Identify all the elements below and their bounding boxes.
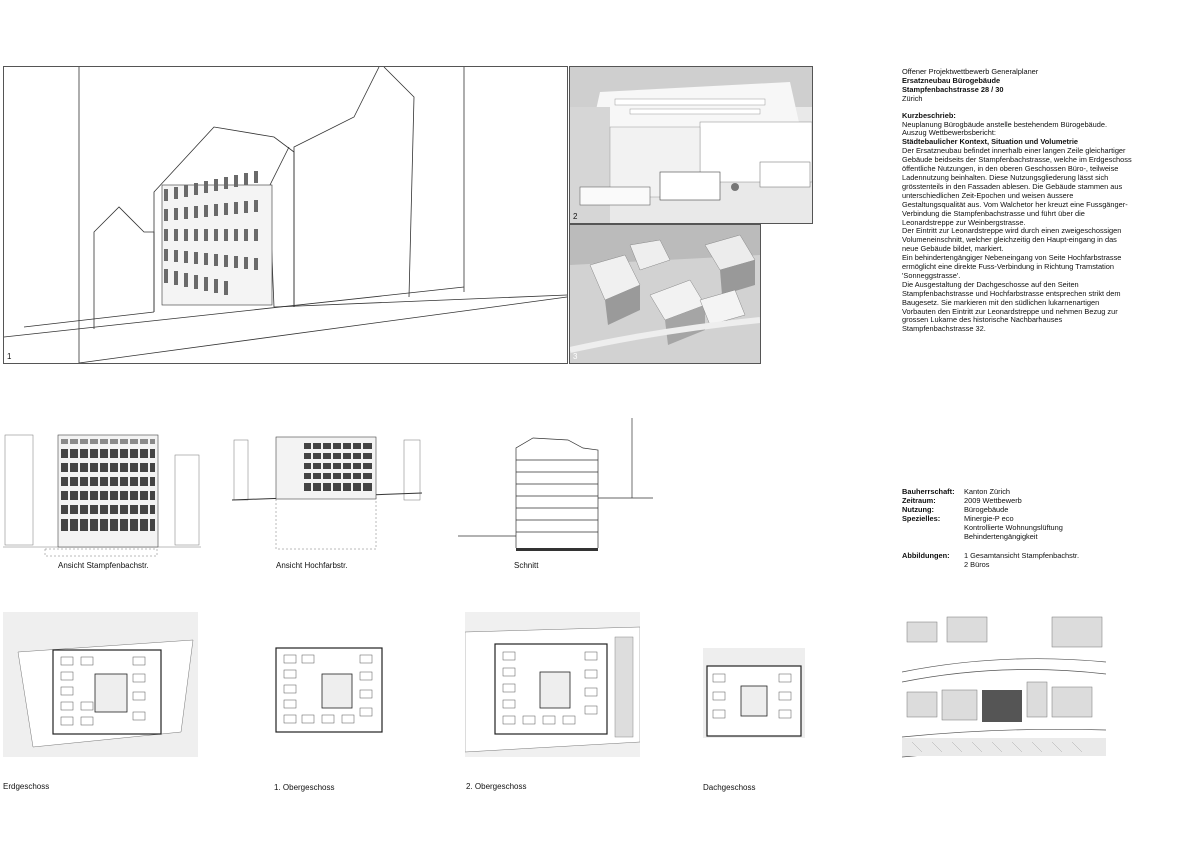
office-render — [570, 67, 812, 223]
site-plan — [902, 612, 1106, 795]
caption-plan-og2: 2. Obergeschoss — [466, 782, 527, 791]
header-line-4: Zürich — [902, 93, 923, 103]
info-key: Nutzung: — [902, 505, 935, 514]
perspective-drawing — [4, 67, 567, 363]
header-line-3: Stampfenbachstrasse 28 / 30 — [902, 84, 1004, 94]
figures-value: 2 Büros — [964, 560, 990, 569]
site-plan-svg — [902, 612, 1106, 795]
figure-number: 2 — [573, 212, 578, 221]
figure-1-perspective — [3, 66, 568, 364]
caption-elevation-2: Ansicht Hochfarbstr. — [276, 561, 348, 570]
figure-number: 3 — [573, 352, 578, 361]
info-key: Bauherrschaft: — [902, 487, 955, 496]
plan-obergeschoss-2 — [465, 612, 640, 762]
info-key: Spezielles: — [902, 514, 941, 523]
description-intro: Neuplanung Bürogbäude anstelle bestehendem Bürogebäude. — [902, 119, 1108, 129]
figures-key: Abbildungen: — [902, 551, 950, 560]
body-paragraph: Der Ersatzneubau befindet innerhalb einer langen Zeile gleichartiger Gebäude beidseits der Stampfenbachstrasse, welche im Erdgeschoss öffentliche Nutzungen, in den oberen Geschossen Büro-, teilweise Ladennutzung beinhalten. Diese Nutzungsgliederung lässt sich grösstenteils in den Fassaden ablesen. Die Gebäude stammen aus unterschiedlichen Zeit-Epochen und weisen äussere Gestaltungsqualität aus. Vom Walchetor her kreuzt eine Fussgänger-Verbindung die Stampfenbachstrasse und führt über die Leonardstreppe zur Weinbergstrasse. — [902, 146, 1132, 227]
figure-number: 1 — [7, 352, 12, 361]
elevation-drawing — [3, 425, 201, 560]
plan-svg — [703, 648, 805, 738]
header-line-2: Ersatzneubau Bürogebäude — [902, 75, 1001, 85]
model-render — [570, 225, 760, 363]
caption-plan-og1: 1. Obergeschoss — [274, 783, 335, 792]
caption-plan-dg: Dachgeschoss — [703, 783, 756, 792]
report-label: Auszug Wettbewerbsbericht: — [902, 128, 996, 138]
plan-svg — [3, 612, 198, 757]
caption-plan-eg: Erdgeschoss — [3, 782, 50, 791]
figures-value: 1 Gesamtansicht Stampfenbachstr. — [964, 551, 1080, 560]
info-value: Bürogebäude — [964, 505, 1009, 514]
elevation-drawing — [232, 425, 422, 555]
section-svg — [458, 418, 658, 558]
header-line-1: Offener Projektwettbewerb Generalplaner — [902, 67, 1039, 76]
body-paragraph: Der Eintritt zur Leonardstreppe wird durch einen zweigeschossigen Volumeneinschnitt, welcher gleichzeitig den Haupt-eingang in das neue Gebäude bildet, markiert. — [902, 226, 1122, 254]
caption-section: Schnitt — [514, 561, 539, 570]
plan-obergeschoss-1 — [272, 640, 387, 735]
info-key: Zeitraum: — [902, 496, 936, 505]
figure-2-office — [569, 66, 813, 224]
section-title: Städtebaulicher Kontext, Situation und Volumetrie — [902, 137, 1079, 147]
info-value: Kanton Zürich — [964, 487, 1011, 496]
plan-svg — [272, 640, 387, 735]
plan-erdgeschoss — [3, 612, 198, 757]
body-paragraph: Die Ausgestaltung der Dachgeschosse auf den Seiten Stampfenbachstrasse und Hochfarbstrasse entsprechen strikt dem Baugesetz. Sie markieren mit den südlichen lukarnenartigen Vorbauten den Eintritt zur Leonardstreppe und nehmen Bezug zur grossen Lukarne des historische Nachbarhauses Stampfenbachstrasse 32. — [902, 279, 1121, 334]
plan-svg — [465, 612, 640, 762]
elevation-stampfenbach — [3, 425, 201, 560]
body-paragraph: Ein behindertengängiger Nebeneingang von Seite Hochfarbstrasse ermöglicht eine direkte Fuss-Verbindung in Richtung Tramstation 'Sonneggstrasse'. — [902, 253, 1122, 280]
elevation-hochfarb — [232, 425, 422, 555]
description-title: Kurzbeschrieb: — [902, 110, 956, 120]
figure-3-model — [569, 224, 761, 364]
project-info — [902, 487, 1079, 569]
info-value: Behindertengängigkeit — [964, 532, 1038, 541]
info-value: Minergie-P eco — [964, 514, 1014, 523]
section-drawing — [458, 418, 658, 558]
project-description — [902, 68, 1132, 334]
plan-dachgeschoss — [703, 648, 805, 738]
info-value: Kontrollierte Wohnungslüftung — [964, 523, 1063, 532]
caption-elevation-1: Ansicht Stampfenbachstr. — [58, 561, 149, 570]
info-value: 2009 Wettbewerb — [964, 496, 1022, 505]
